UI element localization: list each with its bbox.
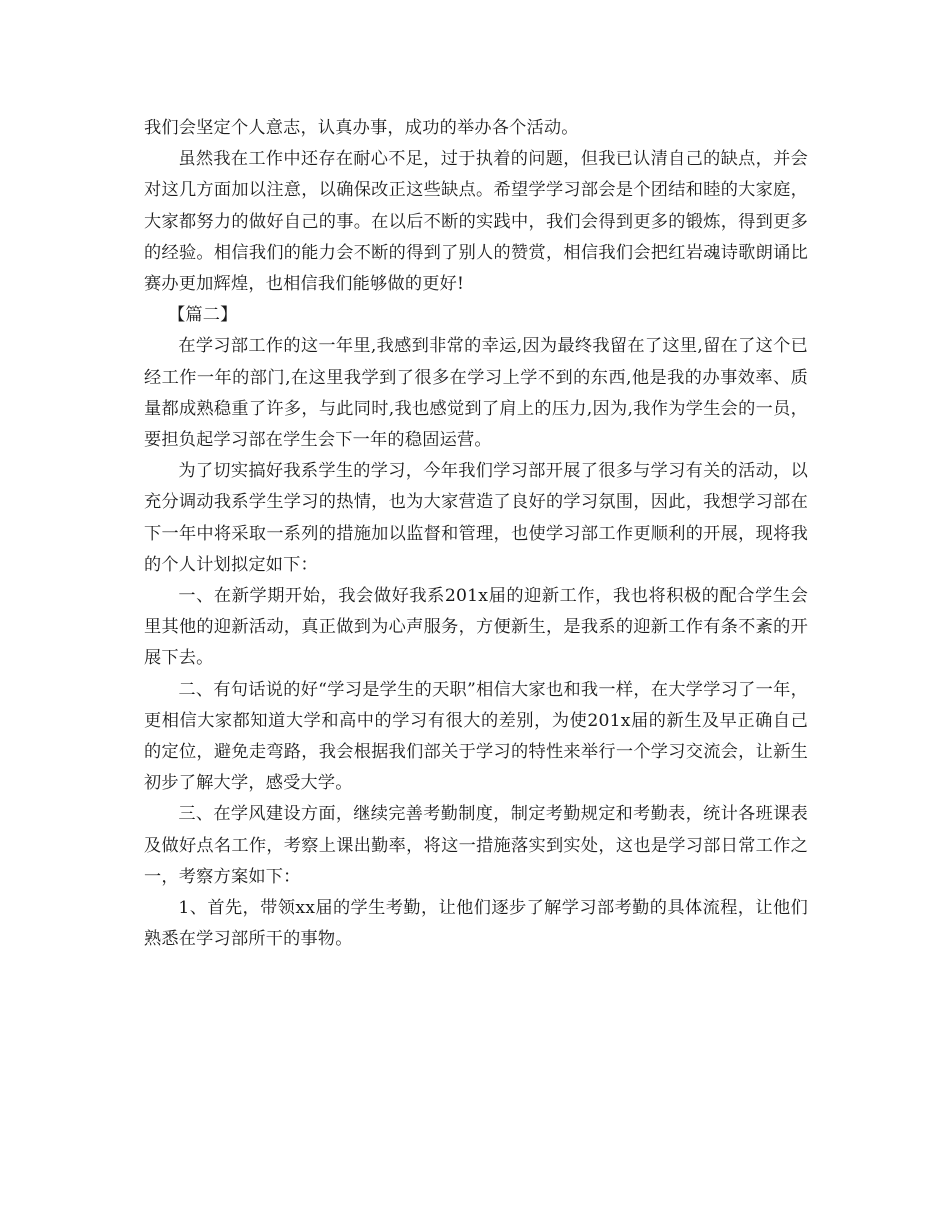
paragraph-continuation: 我们会坚定个人意志，认真办事，成功的举办各个活动。 (144, 118, 579, 138)
paragraph-plan-item-3: 三、在学风建设方面，继续完善考勤制度，制定考勤规定和考勤表，统计各班课表及做好点名工作，考察上课出勤率，将这一措施落实到实处，这也是学习部日常工作之一，考察方案如下： (144, 804, 808, 887)
paragraph-plan-item-2: 二、有句话说的好“学习是学生的天职”相信大家也和我一样，在大学学习了一年，更相信大家都知道大学和高中的学习有很大的差别，为使201x届的新生及早正确自己的定位，避免走弯路，我会根据我们部关于学习的特性来举行一个学习交流会，让新生初步了解大学，感受大学。 (144, 679, 808, 794)
paragraph-year-review: 在学习部工作的这一年里,我感到非常的幸运,因为最终我留在了这里,留在了这个已经工作一年的部门,在这里我学到了很多在学习上学不到的东西,他是我的办事效率、质量都成熟稳重了许多，与此同时,我也感觉到了肩上的压力,因为,我作为学生会的一员，要担负起学习部在学生会下一年的稳固运营。 (144, 336, 808, 451)
paragraph-self-reflection: 虽然我在工作中还存在耐心不足，过于执着的问题，但我已认清自己的缺点，并会对这几方面加以注意，以确保改正这些缺点。希望学学习部会是个团结和睦的大家庭，大家都努力的做好自己的事。在以后不断的实践中，我们会得到更多的锻炼，得到更多的经验。相信我们的能力会不断的得到了别人的赞赏，相信我们会把红岩魂诗歌朗诵比赛办更加辉煌，也相信我们能够做的更好! (144, 149, 808, 295)
paragraph-plan-item-1: 一、在新学期开始，我会做好我系201x届的迎新工作，我也将积极的配合学生会里其他的迎新活动，真正做到为心声服务，方便新生，是我系的迎新工作有条不紊的开展下去。 (144, 586, 808, 669)
paragraph-plan-intro: 为了切实搞好我系学生的学习，今年我们学习部开展了很多与学习有关的活动，以充分调动我系学生学习的热情，也为大家营造了良好的学习氛围，因此，我想学习部在下一年中将采取一系列的措施加以监督和管理，也使学习部工作更顺利的开展，现将我的个人计划拟定如下： (144, 461, 808, 575)
section-heading-part-two: 【篇二】 (168, 305, 238, 326)
paragraph-attendance-step-1: 1、首先，带领xx届的学生考勤，让他们逐步了解学习部考勤的具体流程，让他们熟悉在学习部所干的事物。 (144, 898, 808, 950)
document-body (144, 113, 808, 955)
